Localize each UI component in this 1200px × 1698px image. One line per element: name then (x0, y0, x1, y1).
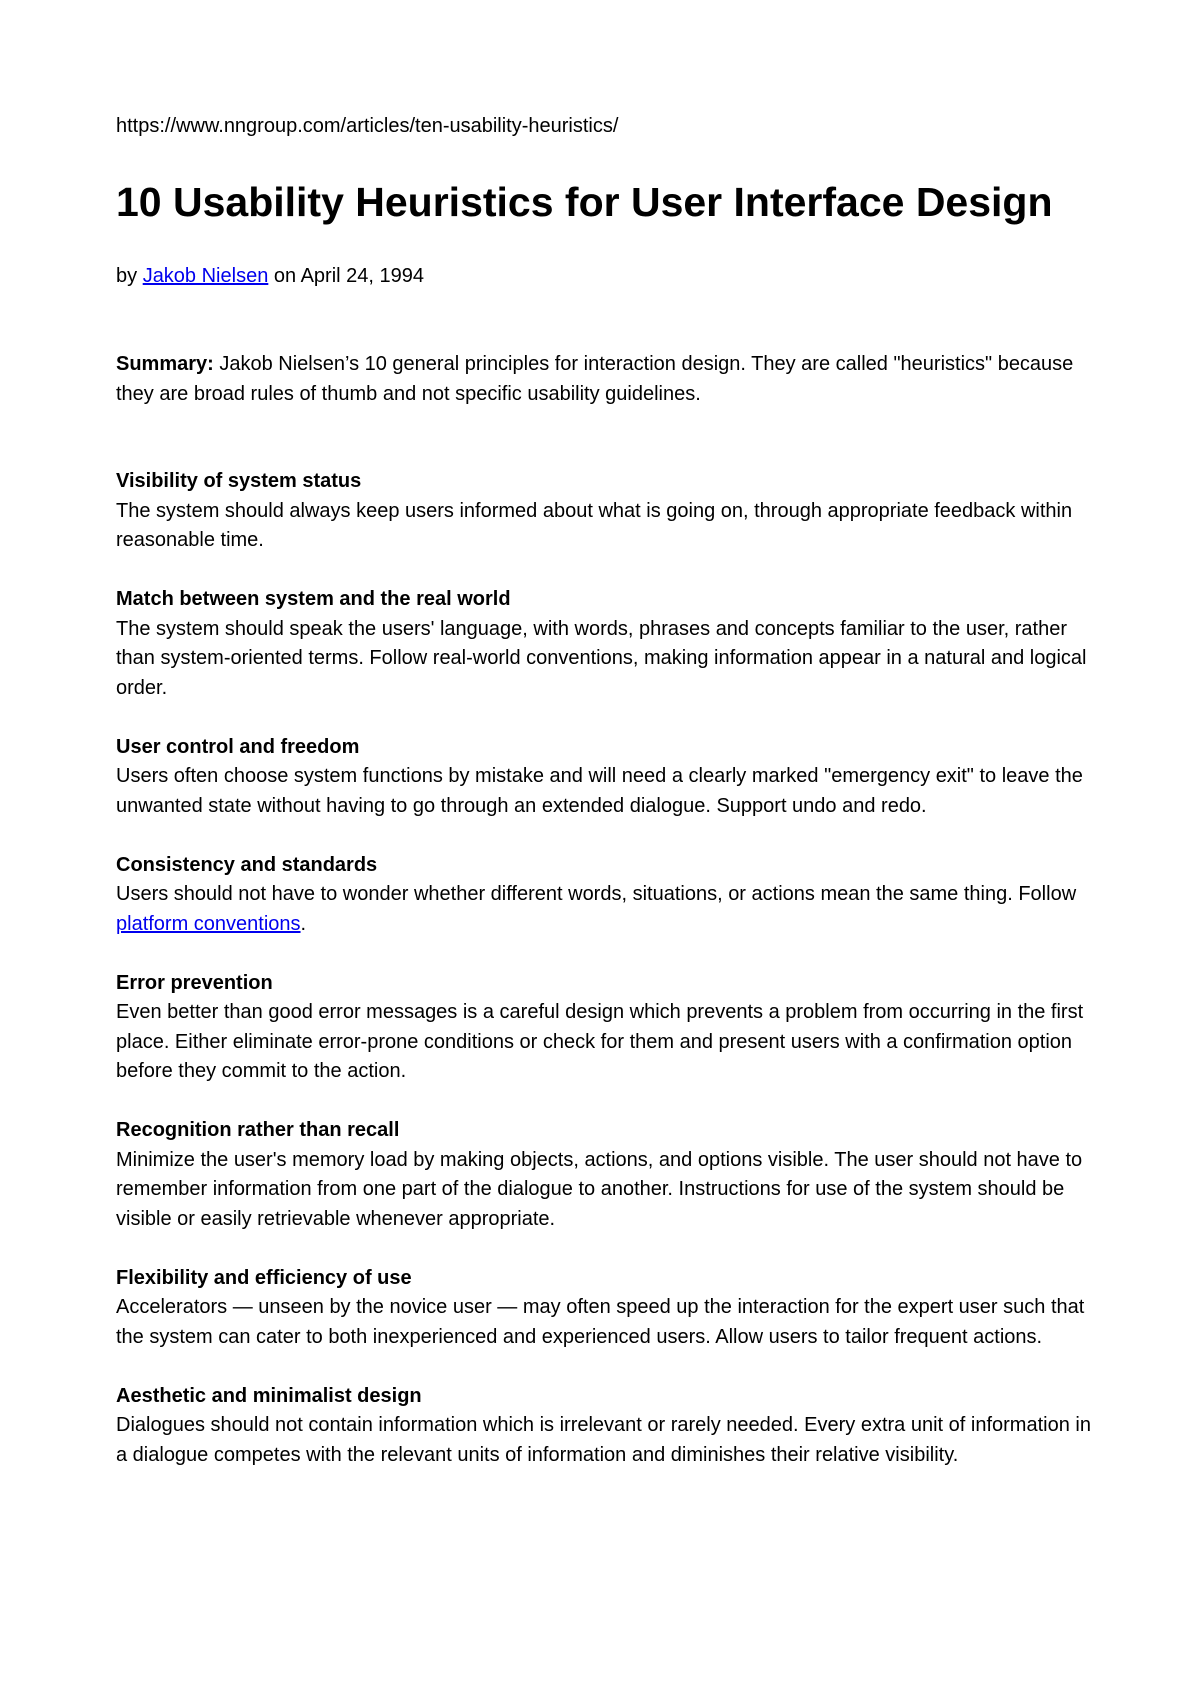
summary-label: Summary: (116, 353, 214, 375)
summary (116, 350, 1096, 409)
byline-prefix: by (116, 265, 143, 287)
heuristic-body-text: Users should not have to wonder whether different words, situations, or actions mean the same thing. Follow (116, 883, 1077, 905)
heuristic-body: The system should always keep users informed about what is going on, through appropriate feedback within reasonable time. (116, 499, 1073, 551)
heuristic-heading: Flexibility and efficiency of use (116, 1266, 412, 1289)
heuristic-match-system-real-world (116, 585, 1096, 703)
summary-text: Jakob Nielsen’s 10 general principles for interaction design. They are called "heuristics" because they are broad rules of thumb and not specific usability guidelines. (116, 353, 1074, 405)
heuristic-body: Users often choose system functions by mistake and will need a clearly marked "emergency exit" to leave the unwanted state without having to go through an extended dialogue. Support undo and redo. (116, 765, 1083, 817)
heuristic-recognition-recall (116, 1116, 1096, 1234)
heuristic-heading: Aesthetic and minimalist design (116, 1384, 422, 1407)
heuristic-heading: Error prevention (116, 971, 273, 994)
heuristic-aesthetic-minimalist (116, 1382, 1096, 1471)
heuristic-user-control-freedom (116, 733, 1096, 822)
heuristic-body: Accelerators — unseen by the novice user — may often speed up the interaction for the expert user such that the system can cater to both inexperienced and experienced users. Allow users to tailor frequent actions. (116, 1296, 1085, 1348)
byline-date: on April 24, 1994 (268, 265, 424, 287)
heuristics-list (116, 467, 1096, 1500)
heuristic-consistency-standards (116, 851, 1096, 940)
heuristic-heading: Consistency and standards (116, 853, 378, 876)
byline (116, 262, 424, 290)
heuristic-body: The system should speak the users' language, with words, phrases and concepts familiar to the user, rather than system-oriented terms. Follow real-world conventions, making information appear in a natural and logical order. (116, 617, 1087, 699)
heuristic-heading: Visibility of system status (116, 470, 362, 492)
heuristic-error-prevention (116, 969, 1096, 1087)
heuristic-heading: Match between system and the real world (116, 588, 511, 610)
heuristic-body: Minimize the user's memory load by making objects, actions, and options visible. The user should not have to remember information from one part of the dialogue to another. Instructions for use of the system should be visible or easily retrievable whenever appropriate. (116, 1148, 1083, 1230)
heuristic-flexibility-efficiency (116, 1264, 1096, 1353)
heuristic-heading: Recognition rather than recall (116, 1119, 400, 1141)
page-title: 10 Usability Heuristics for User Interface Design (116, 179, 1053, 225)
heuristic-body (116, 880, 1096, 939)
heuristic-heading: User control and freedom (116, 735, 360, 758)
heuristic-visibility-of-system-status (116, 467, 1096, 556)
platform-conventions-link[interactable]: platform conventions (116, 912, 301, 935)
heuristic-body: Dialogues should not contain information which is irrelevant or rarely needed. Every extra unit of information in a dialogue competes with the relevant units of information and diminishes their relative visibility. (116, 1414, 1091, 1466)
heuristic-body-end: . (300, 912, 307, 935)
author-link[interactable]: Jakob Nielsen (142, 265, 269, 287)
source-url: https://www.nngroup.com/articles/ten-usability-heuristics/ (116, 115, 619, 137)
heuristic-body: Even better than good error messages is a careful design which prevents a problem from occurring in the first place. Either eliminate error-prone conditions or check for them and present users with a confirmation option before they commit to the action. (116, 1001, 1084, 1082)
